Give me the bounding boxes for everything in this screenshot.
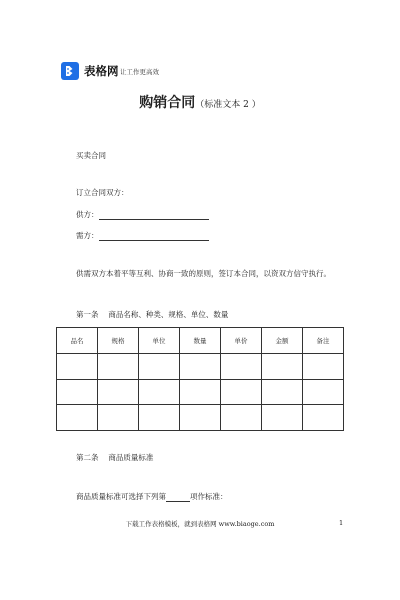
page-number: 1 [339, 519, 344, 527]
footer-text: 下载工作表格模板，就到表格网 www.biaoge.com [125, 520, 275, 528]
table-cell[interactable] [221, 379, 262, 405]
table-cell[interactable] [98, 353, 139, 379]
table-header-row [57, 328, 344, 354]
table-cell[interactable] [303, 405, 344, 431]
contract-heading: 买卖合同 [76, 151, 106, 160]
header-cell: 金额 [262, 328, 303, 354]
table-cell[interactable] [180, 405, 221, 431]
buyer-blank[interactable] [99, 232, 209, 241]
header-cell: 备注 [303, 328, 344, 354]
header-cell: 数量 [180, 328, 221, 354]
table-cell[interactable] [262, 353, 303, 379]
table-cell[interactable] [98, 405, 139, 431]
table-cell[interactable] [303, 353, 344, 379]
title-main: 购销合同 [139, 95, 196, 111]
table-row [57, 405, 344, 431]
biaoge-logo-icon [61, 62, 79, 80]
table-cell[interactable] [262, 405, 303, 431]
table-cell[interactable] [180, 353, 221, 379]
table-cell[interactable] [262, 379, 303, 405]
table-cell[interactable] [139, 353, 180, 379]
article-2-heading: 第二条 商品质量标准 [76, 453, 154, 462]
table-cell[interactable] [139, 379, 180, 405]
header-cell: 单价 [221, 328, 262, 354]
article-1-heading: 第一条 商品名称、种类、规格、单位、数量 [76, 310, 229, 319]
brand-logo[interactable] [61, 62, 119, 80]
parties-intro: 订立合同双方： [76, 188, 129, 197]
buyer-line [76, 230, 209, 241]
document-title [0, 92, 400, 112]
brand-name: 表格网 [84, 64, 119, 78]
quality-suffix: 项作标准： [190, 492, 228, 501]
supplier-blank[interactable] [99, 211, 209, 220]
header-cell: 单位 [139, 328, 180, 354]
quality-blank[interactable] [166, 493, 190, 502]
table-cell[interactable] [180, 379, 221, 405]
supplier-line [76, 209, 209, 220]
brand-slogan: 让工作更高效 [120, 68, 159, 76]
header-cell: 规格 [98, 328, 139, 354]
goods-table [56, 327, 344, 431]
table-cell[interactable] [98, 379, 139, 405]
supplier-label: 供方： [76, 210, 99, 219]
table-cell[interactable] [303, 379, 344, 405]
table-cell[interactable] [221, 353, 262, 379]
agreement-statement: 供需双方本着平等互利、协商一致的原则，签订本合同，以资双方信守执行。 [76, 269, 331, 278]
table-row [57, 379, 344, 405]
header-cell: 品名 [57, 328, 98, 354]
table-row [57, 353, 344, 379]
table-cell[interactable] [57, 405, 98, 431]
table-cell[interactable] [57, 353, 98, 379]
quality-prefix: 商品质量标准可选择下列第 [76, 492, 166, 501]
quality-line [76, 491, 228, 502]
table-cell[interactable] [139, 405, 180, 431]
buyer-label: 需方： [76, 231, 99, 240]
title-sub: （标准文本 2 ） [195, 100, 261, 110]
table-cell[interactable] [57, 379, 98, 405]
table-cell[interactable] [221, 405, 262, 431]
